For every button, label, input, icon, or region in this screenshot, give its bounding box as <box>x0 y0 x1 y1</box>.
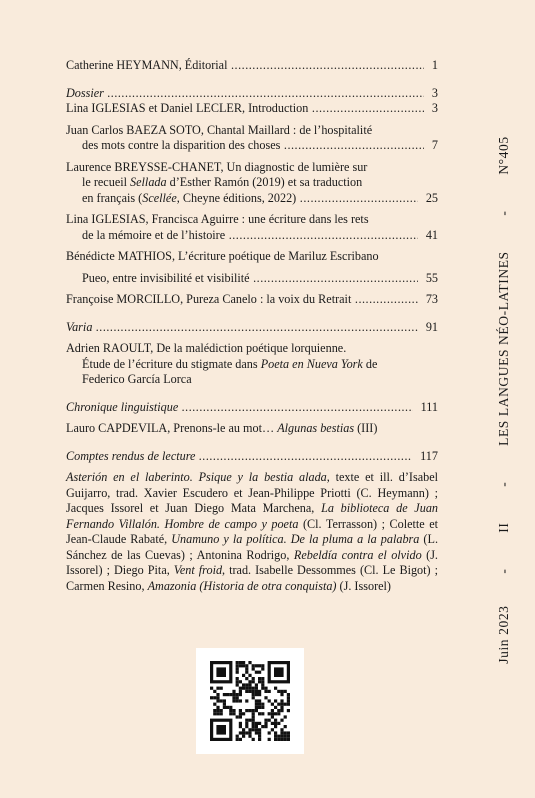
qr-module <box>255 699 258 702</box>
qr-module <box>258 699 261 702</box>
toc-page-number: 3 <box>431 85 438 100</box>
qr-module <box>245 731 248 734</box>
qr-module <box>220 699 223 702</box>
qr-module <box>239 687 242 690</box>
qr-module <box>236 699 239 702</box>
qr-module <box>213 696 216 699</box>
qr-module <box>268 712 271 715</box>
qr-module <box>236 664 239 667</box>
italic-title: Vent froid <box>173 563 223 577</box>
qr-module <box>264 722 267 725</box>
qr-module <box>287 699 290 702</box>
qr-module <box>242 664 245 667</box>
qr-module <box>274 699 277 702</box>
toc-page-number: 1 <box>431 58 438 72</box>
qr-module <box>277 709 280 712</box>
qr-module <box>268 719 271 722</box>
text-segment: (III) <box>354 421 378 435</box>
qr-module <box>258 731 261 734</box>
toc-page-number: 91 <box>425 319 438 334</box>
qr-module <box>258 735 261 738</box>
qr-module <box>248 709 251 712</box>
qr-module <box>277 703 280 706</box>
qr-module <box>239 715 242 718</box>
qr-module <box>216 706 219 709</box>
qr-module <box>248 683 251 686</box>
toc-entry[interactable] <box>66 271 438 287</box>
qr-module <box>280 735 283 738</box>
qr-module <box>242 735 245 738</box>
toc-entry-title: Pueo, entre invisibilité et visibilité ..... <box>82 271 418 285</box>
qr-module <box>255 687 258 690</box>
qr-module <box>261 706 264 709</box>
qr-module <box>236 735 239 738</box>
qr-module <box>245 690 248 693</box>
qr-module <box>229 693 232 696</box>
qr-finder-pattern <box>216 725 226 735</box>
text-segment: d’Esther Ramón (2019) et sa traduction <box>166 175 363 189</box>
qr-module <box>255 703 258 706</box>
qr-module <box>255 683 258 686</box>
qr-module <box>252 719 255 722</box>
qr-module <box>223 699 226 702</box>
qr-module <box>280 728 283 731</box>
toc-entry-line: Bénédicte MATHIOS, L’écriture poétique de Mariluz Escribano <box>66 249 379 263</box>
qr-module <box>252 728 255 731</box>
qr-module <box>280 738 283 741</box>
qr-module <box>258 703 261 706</box>
qr-code-graphic <box>196 648 304 754</box>
qr-module <box>242 674 245 677</box>
issue-date: Juin 2023 <box>496 605 511 664</box>
italic-title: Sellada <box>130 175 167 189</box>
qr-module <box>252 715 255 718</box>
qr-module <box>284 703 287 706</box>
qr-module <box>232 709 235 712</box>
qr-module <box>226 706 229 709</box>
qr-module <box>287 731 290 734</box>
qr-module <box>248 690 251 693</box>
qr-module <box>239 661 242 664</box>
italic-title: Amazonia (Historia de otra conquista) <box>147 578 337 593</box>
qr-module <box>271 712 274 715</box>
qr-module <box>271 715 274 718</box>
spine-text <box>496 100 512 700</box>
qr-module <box>277 735 280 738</box>
qr-module <box>252 696 255 699</box>
qr-module <box>255 671 258 674</box>
qr-module <box>255 664 258 667</box>
italic-title: Unamuno y la política. De la pluma a la palabra <box>171 532 420 546</box>
qr-module <box>216 709 219 712</box>
qr-module <box>268 731 271 734</box>
qr-finder-pattern <box>216 667 226 677</box>
table-of-contents <box>66 58 438 594</box>
toc-entry-line: Lina IGLESIAS, Francisca Aguirre : une écriture dans les rets <box>66 212 369 226</box>
qr-module <box>242 731 245 734</box>
qr-module <box>258 728 261 731</box>
section-title: Comptes rendus de lecture ..... <box>66 449 412 463</box>
qr-module <box>239 690 242 693</box>
qr-module <box>245 683 248 686</box>
qr-module <box>252 667 255 670</box>
qr-module <box>248 719 251 722</box>
qr-module <box>261 664 264 667</box>
qr-module <box>245 709 248 712</box>
italic-title: Asterión en el laberinto. Psique y la bestia alada <box>66 470 327 484</box>
qr-module <box>242 687 245 690</box>
qr-module <box>268 738 271 741</box>
toc-entry[interactable] <box>66 228 438 244</box>
qr-module <box>274 719 277 722</box>
qr-module <box>258 671 261 674</box>
text-segment: de <box>362 356 378 371</box>
qr-module <box>258 693 261 696</box>
qr-module <box>252 680 255 683</box>
qr-module <box>287 735 290 738</box>
qr-module <box>261 725 264 728</box>
text-segment: (Cl. Terrasson) ; Colette et Jean-Claude Rabaté, <box>66 516 438 546</box>
qr-module <box>258 722 261 725</box>
qr-module <box>216 699 219 702</box>
qr-module <box>226 693 229 696</box>
volume-number: II <box>496 522 511 533</box>
qr-module <box>223 703 226 706</box>
qr-module <box>248 674 251 677</box>
qr-module <box>239 712 242 715</box>
qr-module <box>284 738 287 741</box>
qr-module <box>274 731 277 734</box>
toc-page-number: 25 <box>425 190 438 205</box>
qr-module <box>245 722 248 725</box>
qr-module <box>216 712 219 715</box>
qr-module <box>236 693 239 696</box>
qr-module <box>236 677 239 680</box>
qr-module <box>245 664 248 667</box>
qr-module <box>236 680 239 683</box>
qr-module <box>236 667 239 670</box>
toc-entry[interactable] <box>66 138 438 154</box>
text-segment: , Cheyne éditions, 2022) <box>176 190 297 205</box>
qr-module <box>232 690 235 693</box>
qr-module <box>239 725 242 728</box>
qr-module <box>258 712 261 715</box>
qr-module <box>258 677 261 680</box>
qr-module <box>280 699 283 702</box>
qr-module <box>255 706 258 709</box>
qr-module <box>274 725 277 728</box>
qr-module <box>252 690 255 693</box>
qr-code-icon[interactable] <box>196 648 304 754</box>
toc-entry-title: Lina IGLESIAS et Daniel LECLER, Introduction ..... <box>66 101 424 115</box>
toc-entry[interactable] <box>66 191 438 207</box>
qr-module <box>280 706 283 709</box>
qr-module <box>277 722 280 725</box>
qr-module <box>277 690 280 693</box>
qr-module <box>284 715 287 718</box>
qr-module <box>274 738 277 741</box>
qr-module <box>245 725 248 728</box>
toc-page-number: 3 <box>431 101 438 115</box>
qr-module <box>239 709 242 712</box>
qr-module <box>239 680 242 683</box>
qr-module <box>232 712 235 715</box>
toc-section-chronique[interactable] <box>66 400 438 416</box>
qr-module <box>255 725 258 728</box>
separator: - <box>496 481 511 487</box>
qr-module <box>220 687 223 690</box>
qr-module <box>232 696 235 699</box>
qr-module <box>261 703 264 706</box>
qr-module <box>213 712 216 715</box>
qr-module <box>261 683 264 686</box>
toc-entry-title: Catherine HEYMANN, Éditorial ..... <box>66 58 424 72</box>
toc-entry-line: Laurence BREYSSE-CHANET, Un diagnostic de lumière sur <box>66 159 368 174</box>
qr-module <box>271 709 274 712</box>
qr-module <box>268 699 271 702</box>
qr-module <box>248 680 251 683</box>
toc-entry[interactable] <box>66 101 438 117</box>
toc-page-number: 41 <box>425 227 438 242</box>
qr-module <box>213 703 216 706</box>
qr-module <box>239 693 242 696</box>
qr-module <box>255 728 258 731</box>
qr-module <box>287 703 290 706</box>
qr-module <box>239 664 242 667</box>
separator: - <box>496 210 511 216</box>
qr-module <box>258 738 261 741</box>
reviews-paragraph <box>66 470 438 594</box>
qr-module <box>229 709 232 712</box>
issue-number: N°405 <box>496 136 511 175</box>
qr-module <box>287 696 290 699</box>
qr-module <box>284 735 287 738</box>
text-segment: , trad. Isabelle Dessommes (Cl. Le Bigot) ; Carmen Resino, <box>66 563 438 593</box>
toc-page-number: 73 <box>425 292 438 306</box>
qr-module <box>274 706 277 709</box>
section-title: Chronique linguistique ..... <box>66 400 413 414</box>
qr-module <box>239 699 242 702</box>
italic-title: Algunas bestias <box>277 421 355 435</box>
toc-entry[interactable] <box>66 292 438 308</box>
qr-module <box>245 699 248 702</box>
qr-module <box>255 690 258 693</box>
italic-title: La biblioteca de Juan Fernando Villalón. Hombre de campo y poeta <box>66 501 439 531</box>
qr-module <box>239 738 242 741</box>
qr-module <box>252 712 255 715</box>
qr-module <box>277 738 280 741</box>
qr-module <box>236 738 239 741</box>
qr-module <box>245 677 248 680</box>
italic-title: Scellée <box>142 190 177 205</box>
qr-module <box>245 671 248 674</box>
qr-module <box>239 722 242 725</box>
qr-module <box>216 693 219 696</box>
qr-module <box>274 687 277 690</box>
toc-entry-title: de la mémoire et de l’histoire ..... <box>82 228 418 242</box>
qr-module <box>252 722 255 725</box>
qr-module <box>213 690 216 693</box>
qr-module <box>245 719 248 722</box>
qr-module <box>252 738 255 741</box>
qr-module <box>255 722 258 725</box>
qr-module <box>232 693 235 696</box>
italic-title: Rebeldía contra el olvido <box>293 547 422 562</box>
italic-title: Poeta en Nueva York <box>260 356 363 371</box>
section-title: Varia ..... <box>66 320 418 334</box>
text-segment: (J. Issorel) <box>336 578 391 593</box>
qr-module <box>223 706 226 709</box>
qr-module <box>255 731 258 734</box>
qr-module <box>284 725 287 728</box>
qr-module <box>242 661 245 664</box>
toc-section-varia[interactable] <box>66 320 438 336</box>
toc-entry-line: Federico García Lorca <box>82 372 192 386</box>
qr-module <box>287 738 290 741</box>
qr-module <box>242 683 245 686</box>
qr-module <box>229 706 232 709</box>
qr-module <box>252 687 255 690</box>
qr-module <box>271 728 274 731</box>
toc-entry-editorial[interactable] <box>66 58 438 74</box>
qr-module <box>268 690 271 693</box>
toc-entry-line <box>66 421 438 437</box>
text-segment: (J. Issorel) ; Diego Pita, <box>66 547 438 577</box>
text-segment: Lauro CAPDEVILA, Prenons-le au mot… <box>66 421 278 435</box>
qr-module <box>248 735 251 738</box>
qr-module <box>248 728 251 731</box>
qr-module <box>261 667 264 670</box>
qr-module <box>280 709 283 712</box>
qr-module <box>280 693 283 696</box>
qr-module <box>236 683 239 686</box>
qr-module <box>284 731 287 734</box>
qr-module <box>271 703 274 706</box>
qr-module <box>284 690 287 693</box>
toc-entry-line: Adrien RAOULT, De la malédiction poétique lorquienne. <box>66 341 347 355</box>
toc-entry-line: Juan Carlos BAEZA SOTO, Chantal Maillard : de l’hospitalité <box>66 122 373 137</box>
qr-module <box>264 690 267 693</box>
qr-module <box>210 696 213 699</box>
qr-module <box>274 735 277 738</box>
qr-module <box>220 709 223 712</box>
qr-module <box>271 722 274 725</box>
qr-module <box>236 661 239 664</box>
qr-module <box>245 667 248 670</box>
qr-module <box>274 712 277 715</box>
toc-entry-line <box>66 357 438 373</box>
qr-module <box>242 712 245 715</box>
toc-entry-title: des mots contre la disparition des choses ..... <box>82 138 424 152</box>
qr-module <box>261 687 264 690</box>
qr-module <box>264 719 267 722</box>
journal-title: LES LANGUES NÉO-LATINES <box>496 251 511 446</box>
qr-module <box>239 731 242 734</box>
text-segment: (L. Sánchez de las Cuevas) ; Antonina Rodrigo, <box>66 532 438 562</box>
qr-module <box>280 731 283 734</box>
qr-module <box>242 728 245 731</box>
qr-module <box>223 693 226 696</box>
qr-module <box>264 696 267 699</box>
qr-module <box>261 680 264 683</box>
qr-module <box>287 693 290 696</box>
qr-module <box>236 715 239 718</box>
qr-module <box>280 703 283 706</box>
qr-module <box>280 690 283 693</box>
text-segment: Étude de l’écriture du stigmate dans <box>82 356 261 371</box>
qr-module <box>248 661 251 664</box>
qr-finder-pattern <box>274 667 284 677</box>
separator: - <box>496 568 511 574</box>
toc-entry-line <box>66 175 438 191</box>
qr-module <box>252 693 255 696</box>
qr-module <box>252 725 255 728</box>
section-title: Dossier ..... <box>66 86 424 100</box>
qr-module <box>252 664 255 667</box>
qr-module <box>245 687 248 690</box>
qr-module <box>216 696 219 699</box>
qr-module <box>264 725 267 728</box>
qr-module <box>252 709 255 712</box>
text-segment: en français ( <box>82 190 143 205</box>
toc-page-number: 7 <box>431 138 438 152</box>
qr-module <box>248 731 251 734</box>
toc-page-number: 55 <box>425 270 438 285</box>
qr-module <box>216 687 219 690</box>
qr-module <box>255 693 258 696</box>
qr-module <box>248 687 251 690</box>
qr-module <box>255 709 258 712</box>
qr-module <box>252 677 255 680</box>
qr-module <box>229 712 232 715</box>
toc-entry-title: Françoise MORCILLO, Pureza Canelo : la voix du Retrait ..... <box>66 292 418 306</box>
toc-page-number: 117 <box>420 448 438 463</box>
toc-section-comptes-rendus[interactable] <box>66 449 438 465</box>
text-segment: le recueil <box>82 175 131 189</box>
qr-module <box>213 709 216 712</box>
qr-module <box>232 699 235 702</box>
qr-module <box>220 712 223 715</box>
qr-module <box>258 706 261 709</box>
qr-module <box>236 671 239 674</box>
text-segment: , texte et ill. d’Isabel Guijarro, trad. Xavier Escudero et Jean-Philippe Priotti (C. Heymann) ; Jacques Issorel et Juan Diego Mata Marchena, <box>66 470 438 515</box>
qr-module <box>258 690 261 693</box>
qr-module <box>277 712 280 715</box>
toc-page-number: 111 <box>420 399 438 414</box>
qr-module <box>258 664 261 667</box>
qr-module <box>210 687 213 690</box>
qr-module <box>261 712 264 715</box>
qr-module <box>264 687 267 690</box>
qr-module <box>274 722 277 725</box>
qr-module <box>261 677 264 680</box>
qr-module <box>258 680 261 683</box>
qr-module <box>236 696 239 699</box>
qr-module <box>280 719 283 722</box>
toc-section-dossier[interactable] <box>66 86 438 102</box>
qr-module <box>287 709 290 712</box>
